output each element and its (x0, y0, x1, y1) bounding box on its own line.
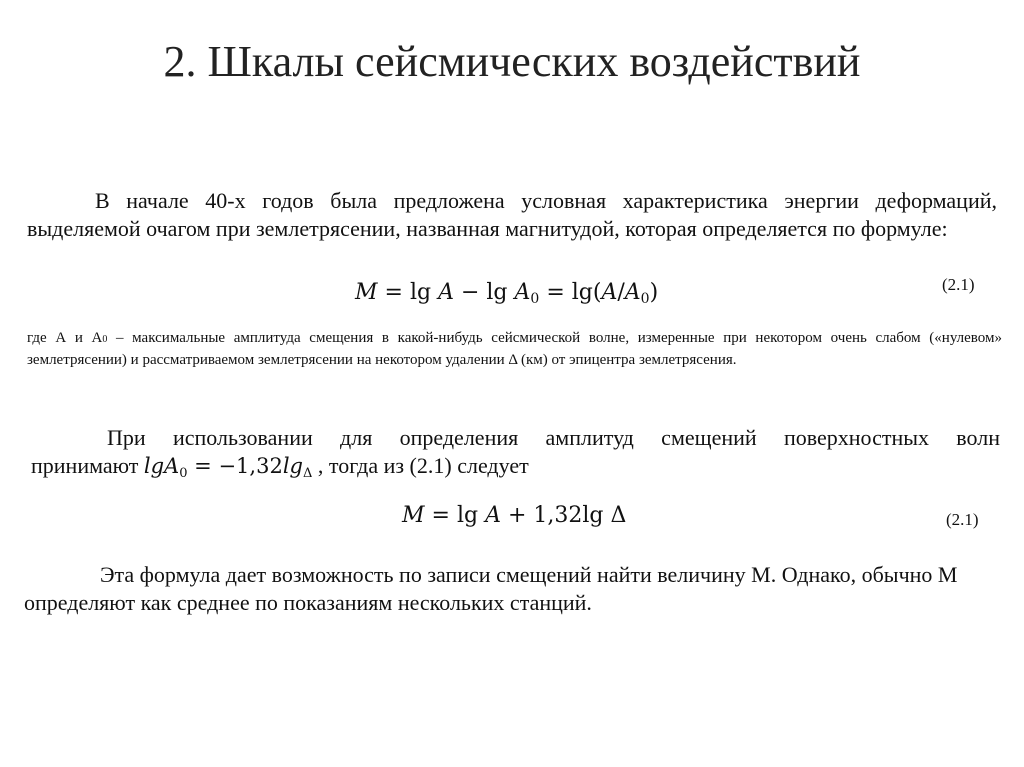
definition-part2: – максимальные амплитуда смещения в какой-нибудь сейсмической волне, измеренные при некотором очень слабом («нулевом» землетрясении) и рассматриваемом землетрясении на некотором удалении Δ (км) от эпицентра землетрясения. (27, 330, 1002, 368)
formula-slash: / (617, 280, 625, 305)
inline-lga: lgA (143, 454, 180, 478)
inline-subd: Δ (302, 466, 313, 481)
definition-sub: 0 (102, 334, 108, 345)
definition-part1: где А и А (27, 330, 103, 346)
formula-sub0: 0 (530, 291, 540, 307)
formula2-m: M (402, 503, 425, 528)
formula2-a: A (485, 503, 501, 528)
formula-a0: A (514, 280, 531, 305)
conclusion-paragraph: Эта формула дает возможность по записи смещений найти величину М. Однако, обычно М определяют как среднее по показаниям нескольких станций. (24, 562, 958, 615)
formula-close: ) (649, 280, 659, 305)
formula-eq2: = lg( (539, 280, 602, 305)
definition-paragraph (27, 328, 1002, 371)
formula2-rest: + 1,32lg Δ (500, 503, 627, 528)
inline-lg2: lg (282, 454, 303, 478)
surface-waves-line1: При использовании для определения амплитуд смещений поверхностных волн (107, 425, 1000, 450)
equation-number-2: (2.1) (946, 510, 979, 529)
magnitude-formula-2 (402, 502, 626, 530)
slide-title: 2. Шкалы сейсмических воздействий (163, 37, 861, 86)
inline-sub0: 0 (179, 466, 188, 481)
inline-formula (143, 454, 313, 481)
magnitude-formula (355, 279, 658, 307)
inline-eq: = −1,32 (187, 454, 283, 478)
intro-paragraph: В начале 40-х годов была предложена условная характеристика энергии деформаций, выделяемой очагом при землетрясении, названная магнитудой, которая определяется по формуле: (27, 188, 997, 241)
formula-eq: = lg (377, 280, 439, 305)
formula-a: A (438, 280, 454, 305)
formula-sub1: 0 (640, 291, 650, 307)
formula-a2: A (601, 280, 618, 305)
surface-waves-line2 (31, 452, 529, 480)
equation-number-1: (2.1) (942, 275, 975, 294)
surface-waves-prefix: принимают (31, 453, 144, 478)
surface-waves-suffix: , тогда из (2.1) следует (312, 453, 529, 478)
formula-a3: A (624, 280, 641, 305)
formula-minus: − lg (453, 280, 515, 305)
formula2-eq: = lg (424, 503, 486, 528)
formula-m: M (355, 280, 378, 305)
